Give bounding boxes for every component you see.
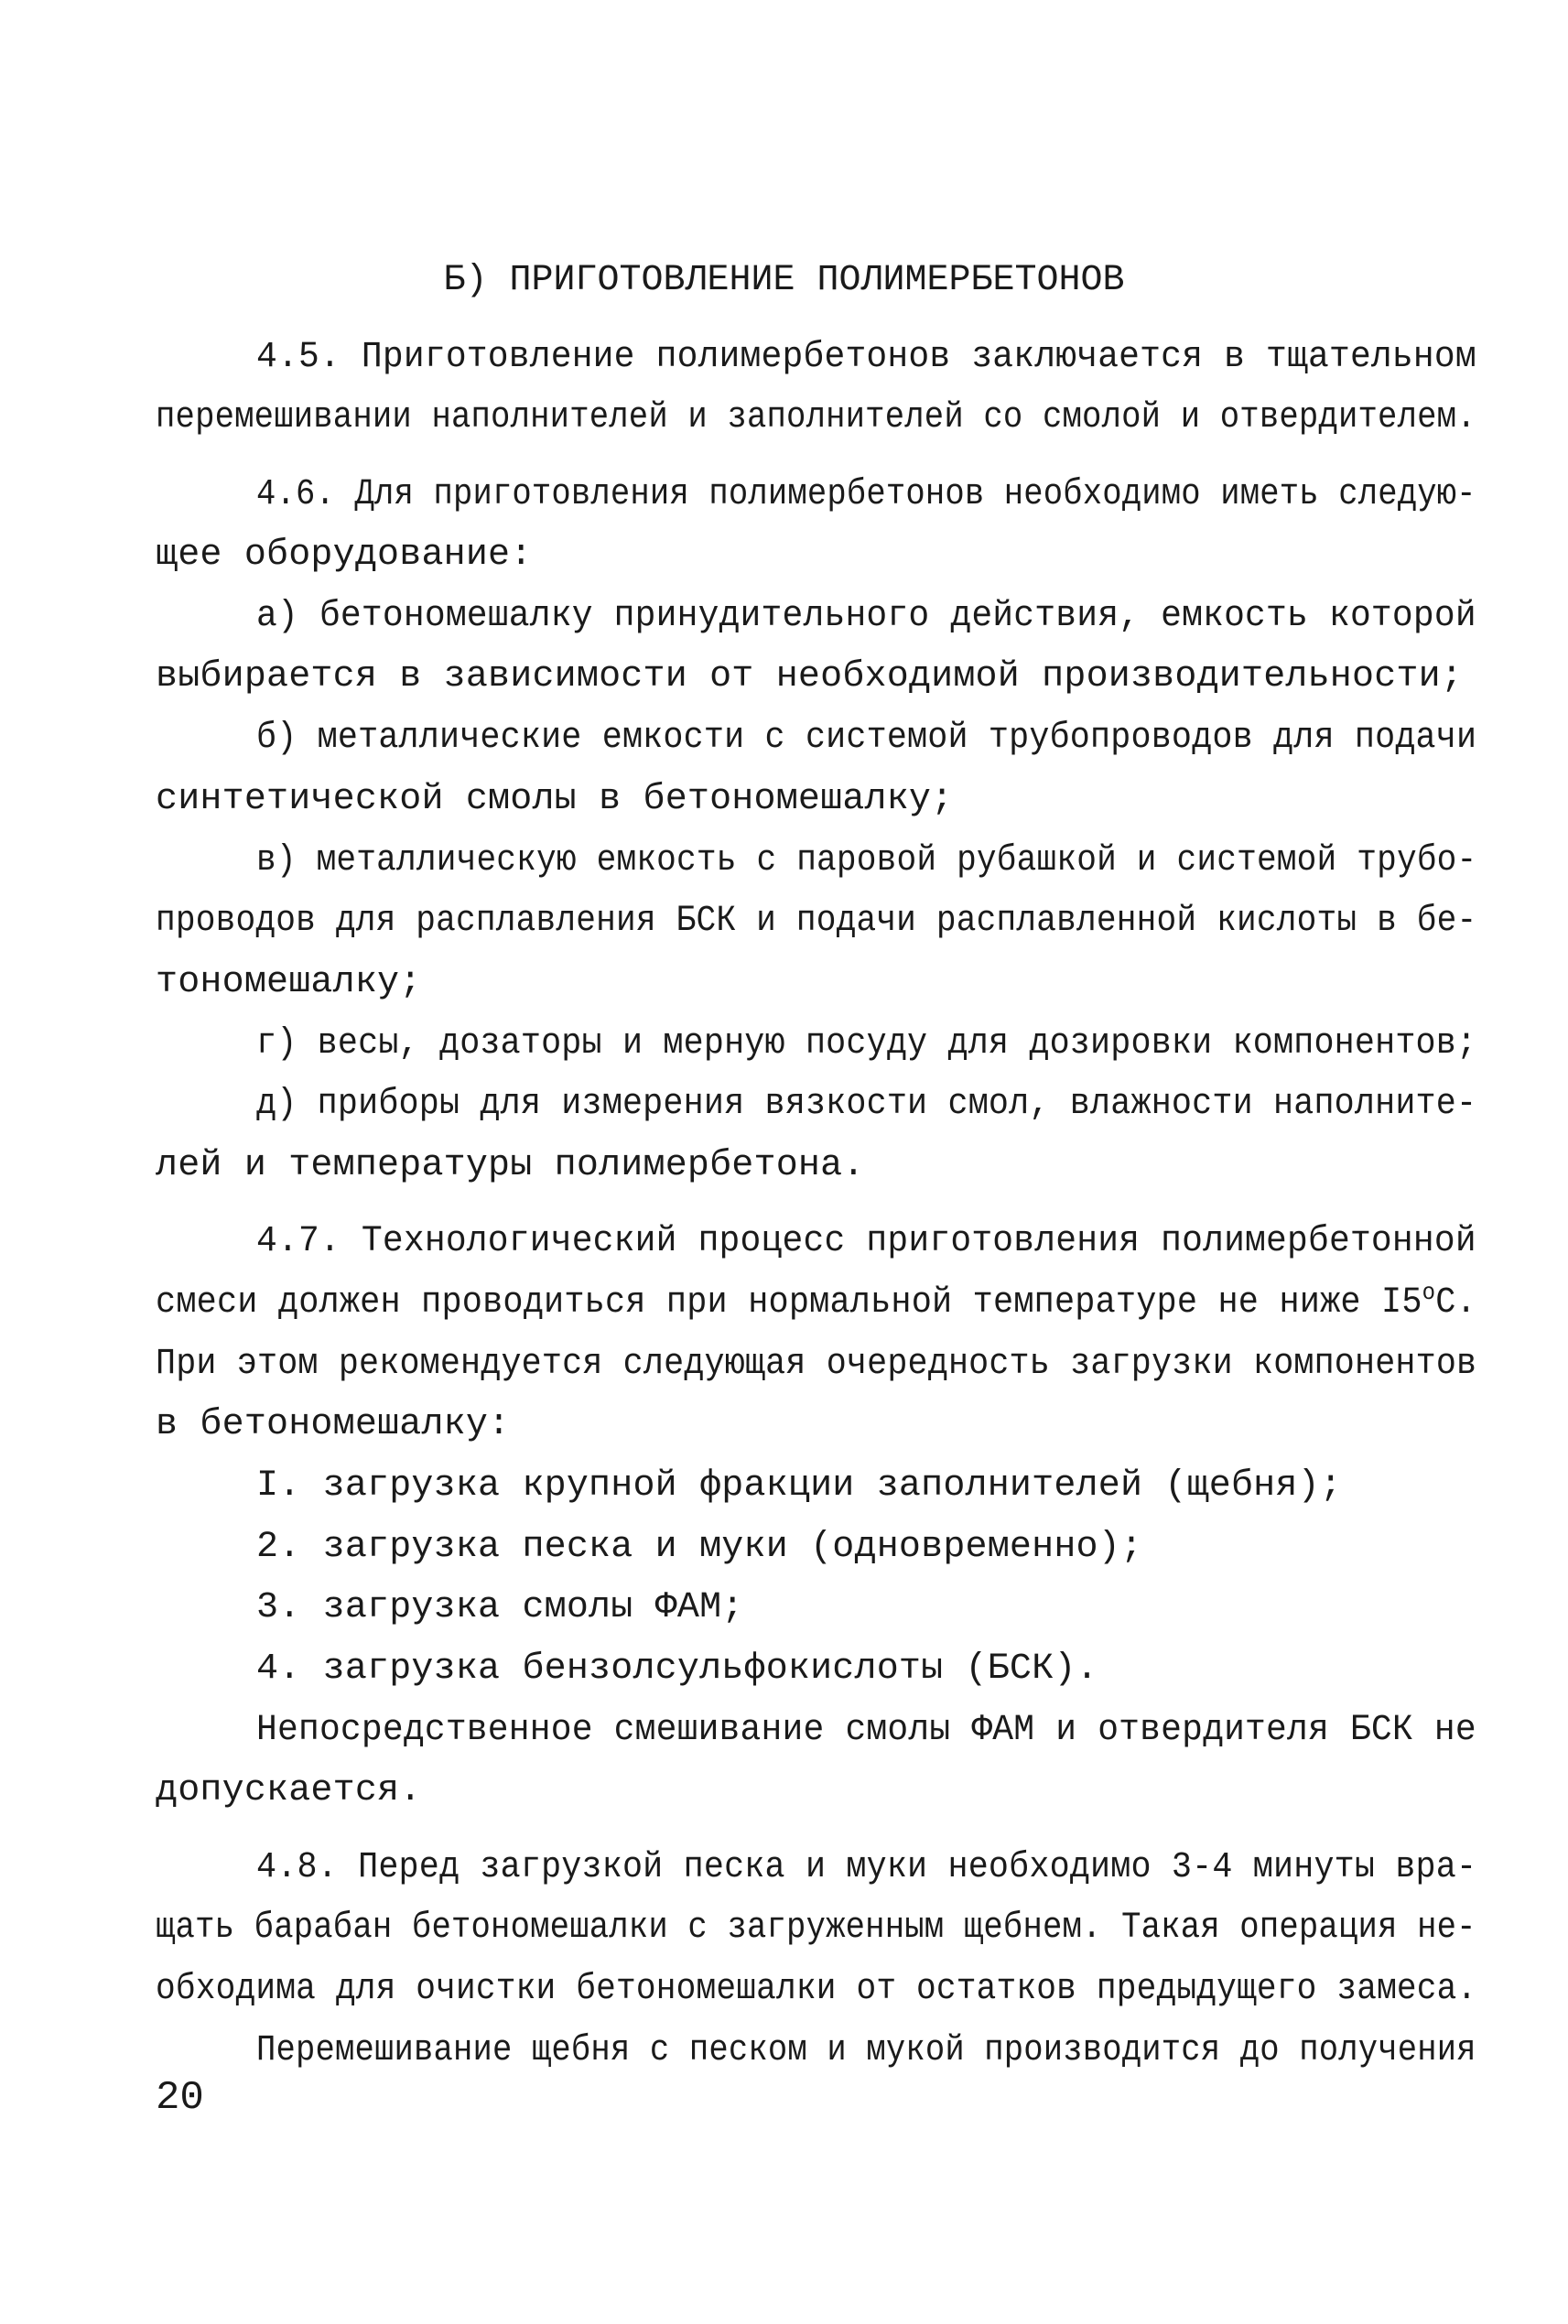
item-a-line-2: выбирается в зависимости от необходимой производительности; [156, 656, 1464, 697]
item-v-line-2: проводов для расплавления БСК и подачи расплавленной кислоты в бе- [156, 901, 1477, 942]
paragraph-4-6-line-2: щее оборудование: [156, 535, 533, 576]
paragraph-4-6-line-1: 4.6. Для приготовления полимербетонов необходимо иметь следую- [256, 474, 1476, 515]
paragraph-last-line-1: Перемешивание щебня с песком и мукой производится до получения [256, 2030, 1476, 2071]
item-v-line-1: в) металлическую емкость с паровой рубашкой и системой трубо- [256, 840, 1477, 881]
page-number: 20 [156, 2075, 204, 2121]
item-d-line-2: лей и температуры полимербетона. [156, 1145, 865, 1186]
item-b-line-1: б) металлические емкости с системой трубопроводов для подачи [256, 718, 1477, 759]
item-v-line-3: тономешалку; [156, 962, 422, 1003]
paragraph-4-7-line-4: в бетономешалку: [156, 1404, 511, 1445]
paragraph-4-8-line-1: 4.8. Перед загрузкой песка и муки необходимо 3-4 минуты вра- [256, 1847, 1477, 1888]
section-heading: Б) ПРИГОТОВЛЕНИЕ ПОЛИМЕРБЕТОНОВ [443, 260, 1125, 301]
paragraph-4-5-line-2: перемешивании наполнителей и заполнителей со смолой и отвердителем. [156, 397, 1476, 438]
item-a-line-1: а) бетономешалку принудительного действия, емкость которой [256, 596, 1476, 637]
paragraph-4-8-line-2: щать барабан бетономешалки с загруженным щебнем. Такая операция не- [156, 1908, 1476, 1949]
degree-superscript: о [1422, 1279, 1436, 1306]
step-2: 2. загрузка песка и муки (одновременно); [256, 1527, 1143, 1568]
item-g-line-1: г) весы, дозаторы и мерную посуду для дозировки компонентов; [256, 1023, 1477, 1065]
paragraph-4-8-line-3: обходима для очистки бетономешалки от остатков предыдущего замеса. [156, 1969, 1477, 2010]
paragraph-4-7-line-2 [156, 1281, 1476, 1325]
note-line-2: допускается. [156, 1770, 422, 1811]
note-line-1: Непосредственное смешивание смолы ФАМ и отвердителя БСК не [256, 1710, 1476, 1751]
paragraph-4-5-line-1: 4.5. Приготовление полимербетонов заключается в тщательном [256, 337, 1476, 378]
item-b-line-2: синтетической смолы в бетономешалку; [156, 779, 954, 820]
item-d-line-1: д) приборы для измерения вязкости смол, влажности наполните- [256, 1084, 1477, 1125]
step-1: I. загрузка крупной фракции заполнителей (щебня); [256, 1465, 1342, 1507]
step-3: 3. загрузка смолы ФАМ; [256, 1587, 744, 1628]
paragraph-4-7-line-1: 4.7. Технологический процесс приготовления полимербетонной [256, 1221, 1476, 1262]
step-4: 4. загрузка бензолсульфокислоты (БСК). [256, 1648, 1098, 1690]
paragraph-4-7-line-2-unit: С. [1435, 1282, 1476, 1324]
paragraph-4-7-line-3: При этом рекомендуется следующая очередность загрузки компонентов [156, 1344, 1477, 1385]
paragraph-4-7-line-2-text: смеси должен проводиться при нормальной температуре не ниже I5 [156, 1282, 1422, 1324]
